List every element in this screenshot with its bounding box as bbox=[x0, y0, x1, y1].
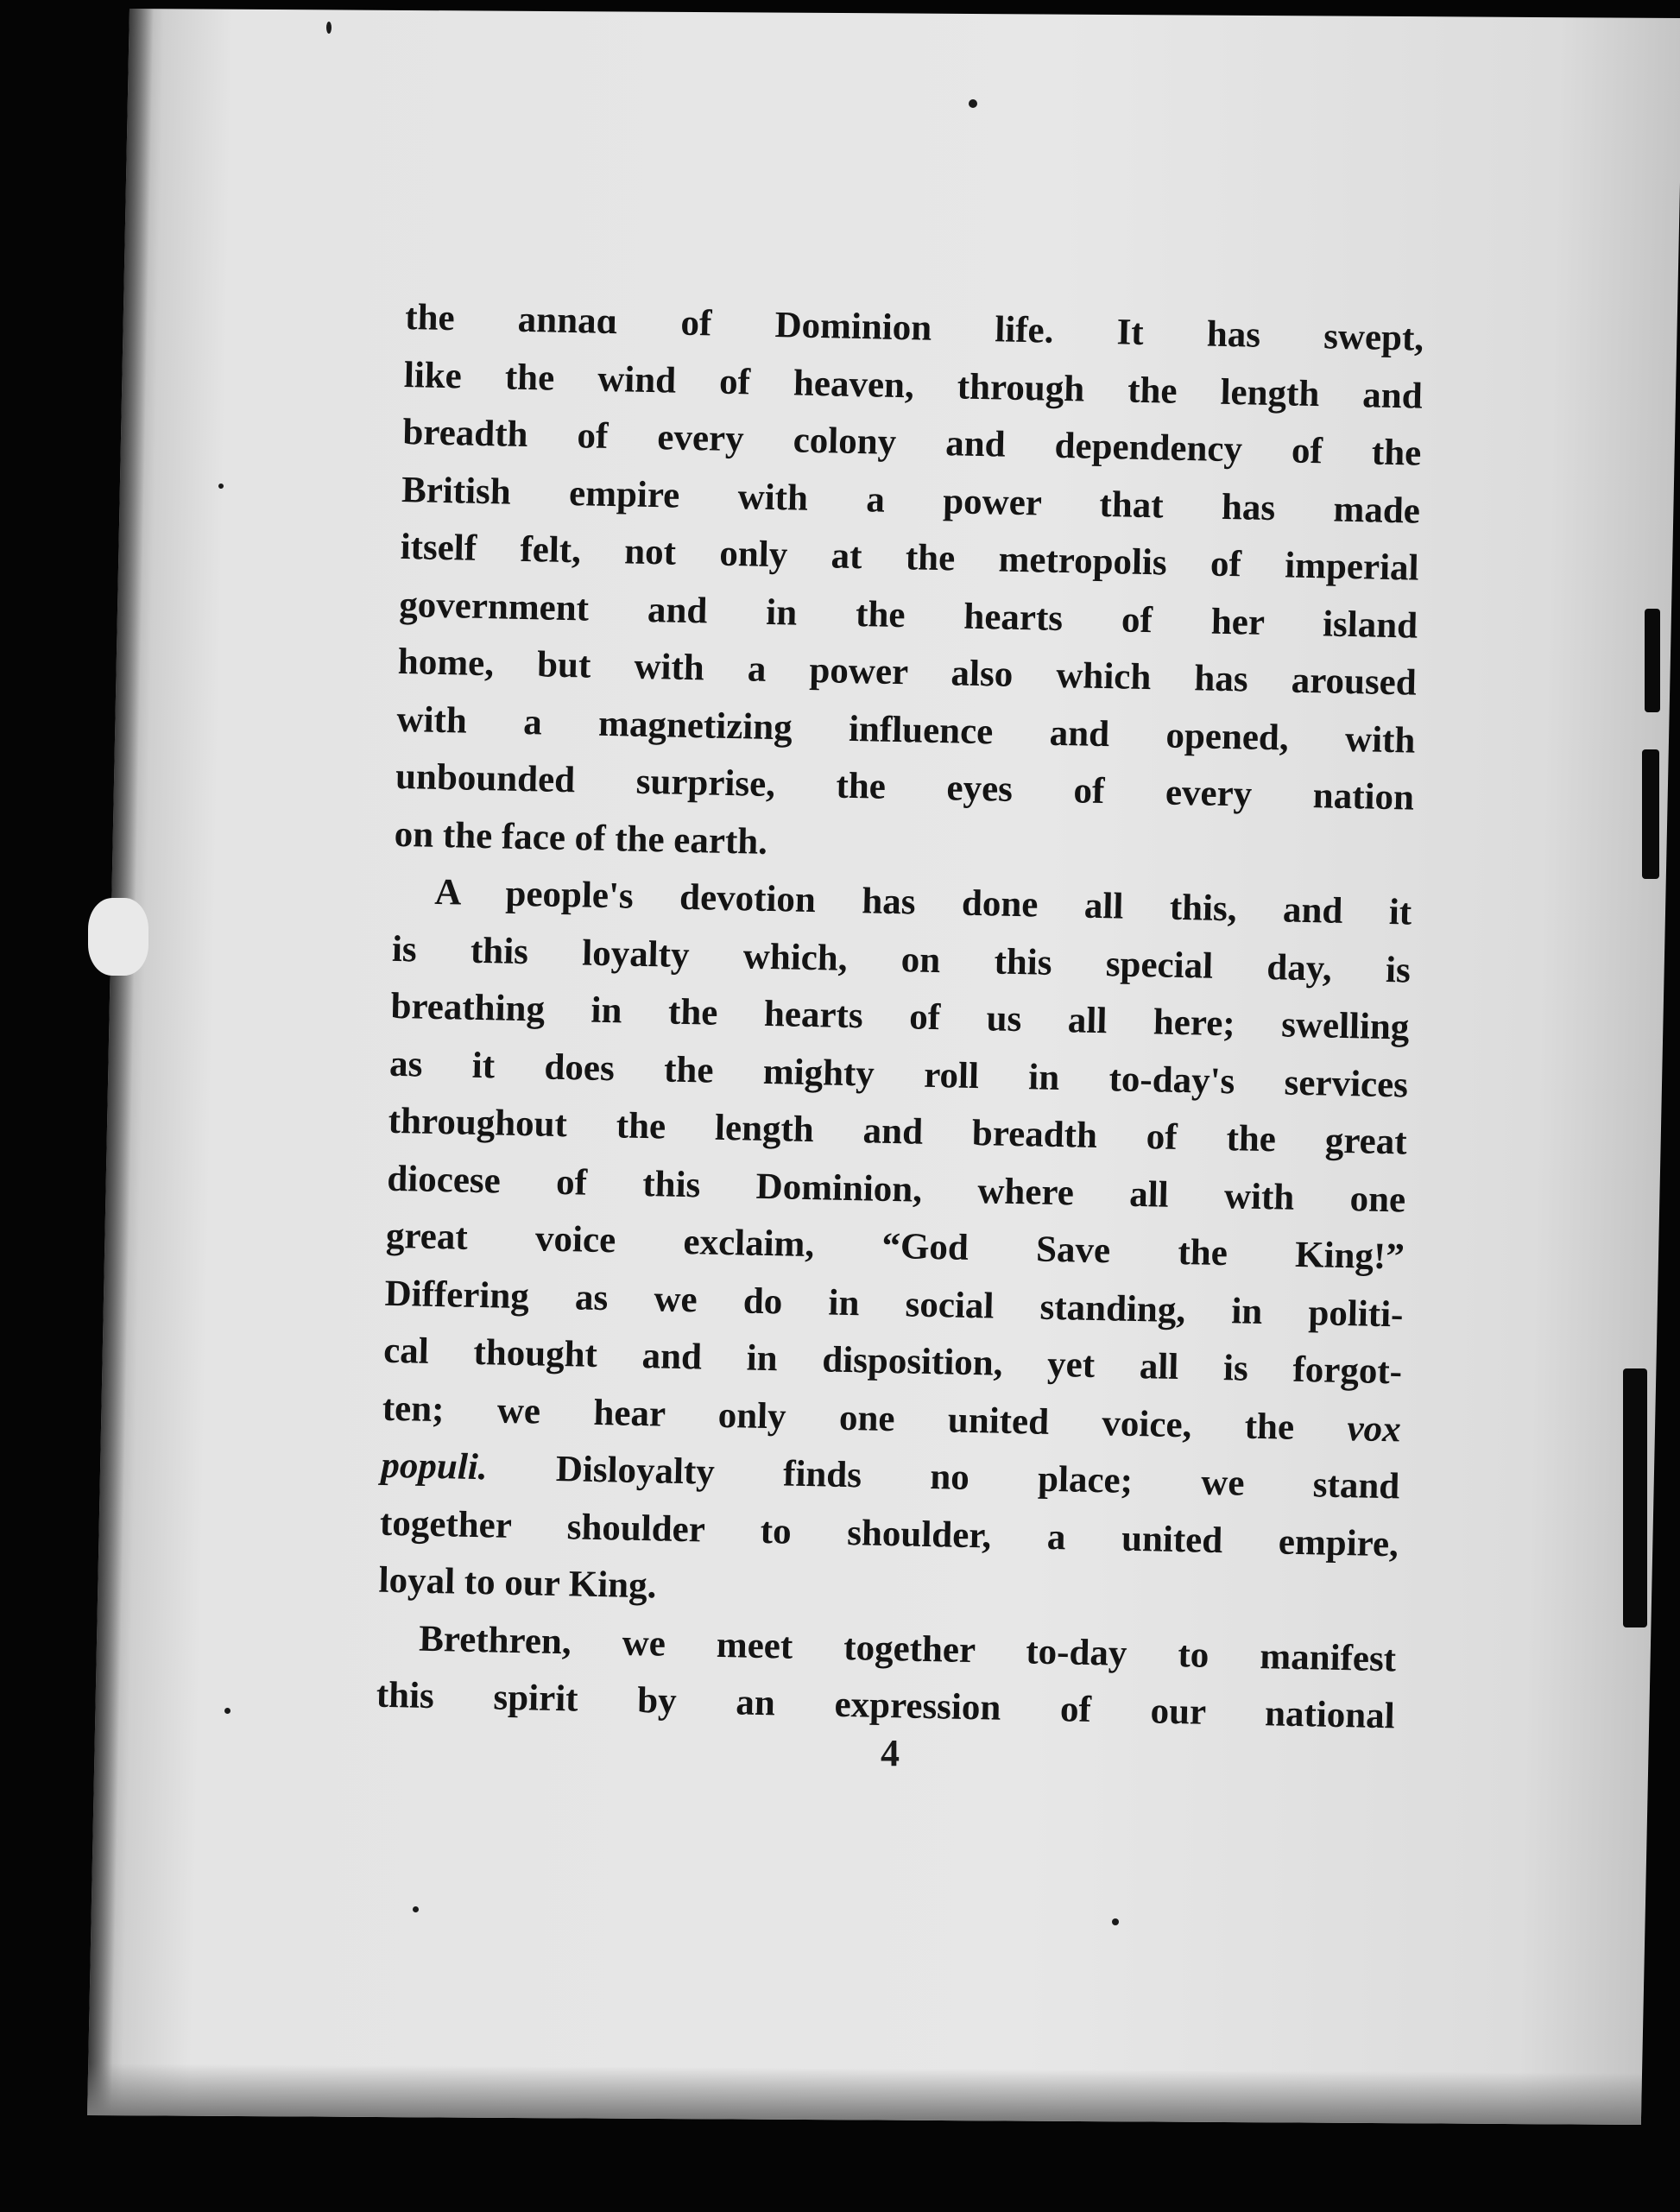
text-line: ten; we hear only one united voice, the bbox=[382, 1387, 1295, 1448]
text-line: the annaɑ of Dominion life. It has swept, bbox=[404, 296, 1424, 359]
text-line: throughout the length and breadth of the great bbox=[388, 1100, 1408, 1163]
text-line: loyal to our King. bbox=[378, 1559, 657, 1607]
binding-stitch-mark bbox=[1623, 1368, 1647, 1627]
text-line: cal thought and in disposition, yet all is forgot- bbox=[382, 1330, 1403, 1393]
ink-speck bbox=[969, 99, 977, 108]
ink-speck bbox=[326, 22, 332, 34]
paragraph-2 bbox=[379, 863, 1412, 1574]
latin-phrase: populi. bbox=[380, 1444, 488, 1488]
latin-phrase: vox bbox=[1347, 1407, 1402, 1450]
bottom-shadow bbox=[87, 2063, 1642, 2125]
text-line: this spirit by an expression of our national bbox=[376, 1674, 1396, 1737]
ink-speck bbox=[413, 1906, 419, 1912]
text-line: breathing in the hearts of us all here; swelling bbox=[390, 985, 1410, 1048]
text-line: home, but with a power also which has aroused bbox=[397, 641, 1418, 704]
binding-shadow bbox=[87, 9, 154, 2115]
text-line: breadth of every colony and dependency of the bbox=[402, 411, 1422, 474]
text-line: itself felt, not only at the metropolis of imperial bbox=[400, 526, 1419, 589]
text-line: with a magnetizing influence and opened, with bbox=[396, 698, 1416, 762]
ink-speck bbox=[224, 1708, 231, 1714]
ink-speck bbox=[218, 483, 224, 489]
text-line: on the face of the earth. bbox=[394, 813, 768, 863]
text-line: like the wind of heaven, through the length and bbox=[403, 354, 1424, 417]
text-line: Brethren, we meet together to-day to manifest bbox=[418, 1618, 1397, 1679]
paragraph-3 bbox=[376, 1609, 1397, 1746]
page-number: 4 bbox=[881, 1732, 900, 1774]
text-line: government and in the hearts of her island bbox=[398, 584, 1418, 647]
page-edge-tear bbox=[88, 898, 148, 976]
text-line: is this loyalty which, on this special day, is bbox=[391, 928, 1412, 991]
text-line: diocese of this Dominion, where all with one bbox=[386, 1158, 1406, 1220]
text-line: British empire with a power that has made bbox=[401, 469, 1421, 532]
text-line: unbounded surprise, the eyes of every nation bbox=[395, 755, 1415, 818]
text-line: together shoulder to shoulder, a united empire, bbox=[379, 1502, 1399, 1564]
text-line: great voice exclaim, “God Save the King!” bbox=[385, 1215, 1405, 1278]
text-line: Disloyalty finds no place; we stand bbox=[555, 1448, 1400, 1507]
paragraph-1 bbox=[395, 289, 1424, 827]
text-line: as it does the mighty roll in to-day's services bbox=[388, 1043, 1409, 1106]
text-line: Differing as we do in social standing, in politi- bbox=[384, 1273, 1404, 1335]
body-text bbox=[376, 289, 1424, 1746]
ink-speck bbox=[1112, 1918, 1119, 1925]
binding-stitch-mark bbox=[1642, 749, 1659, 879]
text-line: A people's devotion has done all this, and it bbox=[433, 871, 1412, 933]
binding-stitch-mark bbox=[1645, 609, 1660, 712]
